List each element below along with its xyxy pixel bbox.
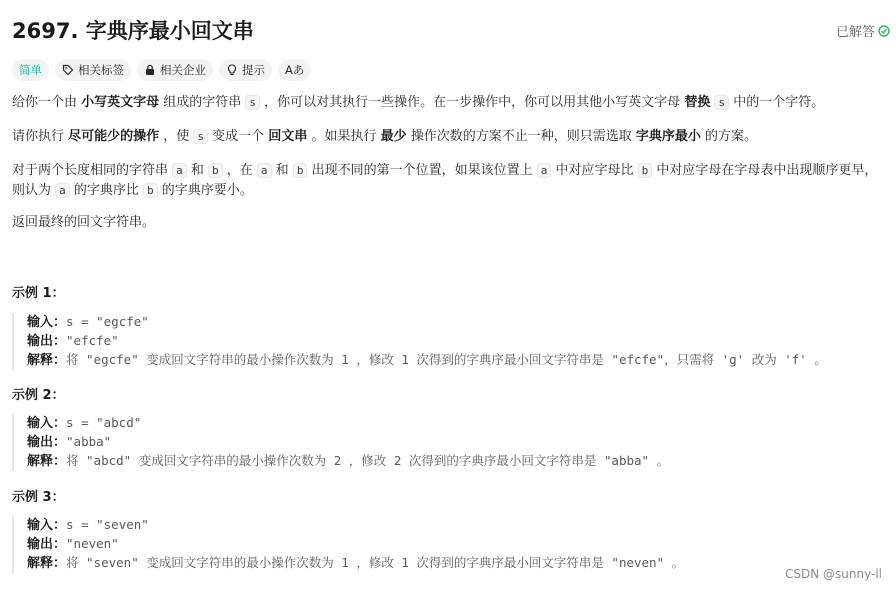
example-1-explanation: 将 "egcfe" 变成回文字符串的最小操作次数为 1 ，修改 1 次得到的字典序最小回文字符串是 "efcfe"，只需将 'g' 改为 'f' 。 <box>66 352 827 367</box>
tag-icon <box>62 64 74 76</box>
example-3-title: 示例 3： <box>12 490 65 505</box>
example-1-block: 输入：s = "egcfe" 输出："efcfe" 解释：将 "egcfe" 变成回文字符串的最小操作次数为 1 ，修改 1 次得到的字典序最小回文字符串是 "efcfe"，只需将 'g' 改为 'f' 。 <box>12 313 827 370</box>
example-1-title: 示例 1： <box>12 286 65 301</box>
solved-status <box>836 21 890 40</box>
problem-title: 2697. 字典序最小回文串 <box>12 19 254 43</box>
difficulty-badge: 简单 <box>12 59 49 81</box>
related-companies-button[interactable]: 相关企业 <box>137 59 213 81</box>
example-1-input: s = "egcfe" <box>66 314 149 329</box>
csdn-watermark: CSDN @sunny-ll <box>785 567 882 581</box>
check-circle-icon <box>878 25 890 37</box>
hint-button[interactable]: 提示 <box>219 59 272 81</box>
example-3-output: "neven" <box>66 536 119 551</box>
example-3-input: s = "seven" <box>66 517 149 532</box>
description-paragraph-4: 返回最终的回文字符串。 <box>12 215 156 230</box>
tag-bar <box>12 59 311 81</box>
example-2-input: s = "abcd" <box>66 415 142 430</box>
solved-label: 已解答 <box>835 25 875 40</box>
example-3-explanation: 将 "seven" 变成回文字符串的最小操作次数为 1 ，修改 1 次得到的字典序最小回文字符串是 "neven" 。 <box>66 555 685 570</box>
related-tags-button[interactable]: 相关标签 <box>55 59 131 81</box>
description-paragraph-1: 给你一个由 小写英文字母 组成的字符串 s ，你可以对其执行一些操作。在一步操作中，你可以用其他小写英文字母 替换 s 中的一个字符。 <box>12 95 825 110</box>
description-paragraph-3: 对于两个长度相同的字符串 a 和 b ，在 a 和 b 出现不同的第一个位置，如果该位置上 a 中对应字母比 b 中对应字母在字母表中出现顺序更早，则认为 a 的字典序比 b 的字典序要小。 <box>12 163 878 198</box>
lightbulb-icon <box>226 64 238 76</box>
problem-header <box>12 16 890 48</box>
translate-button[interactable] <box>278 59 311 81</box>
example-2-explanation: 将 "abcd" 变成回文字符串的最小操作次数为 2 ，修改 2 次得到的字典序最小回文字符串是 "abba" 。 <box>66 453 670 468</box>
example-1-output: "efcfe" <box>66 333 119 348</box>
example-2-title: 示例 2： <box>12 388 65 403</box>
description-paragraph-2: 请你执行 尽可能少的操作 ，使 s 变成一个 回文串 。如果执行 最少 操作次数的方案不止一种，则只需选取 字典序最小 的方案。 <box>12 129 758 144</box>
translate-icon: Aあ <box>285 63 305 77</box>
example-2-block: 输入：s = "abcd" 输出："abba" 解释：将 "abcd" 变成回文字符串的最小操作次数为 2 ，修改 2 次得到的字典序最小回文字符串是 "abba" 。 <box>12 414 669 471</box>
example-2-output: "abba" <box>66 434 112 449</box>
lock-icon <box>144 64 156 76</box>
example-3-block: 输入：s = "seven" 输出："neven" 解释：将 "seven" 变成回文字符串的最小操作次数为 1 ，修改 1 次得到的字典序最小回文字符串是 "neven" 。 <box>12 516 684 573</box>
